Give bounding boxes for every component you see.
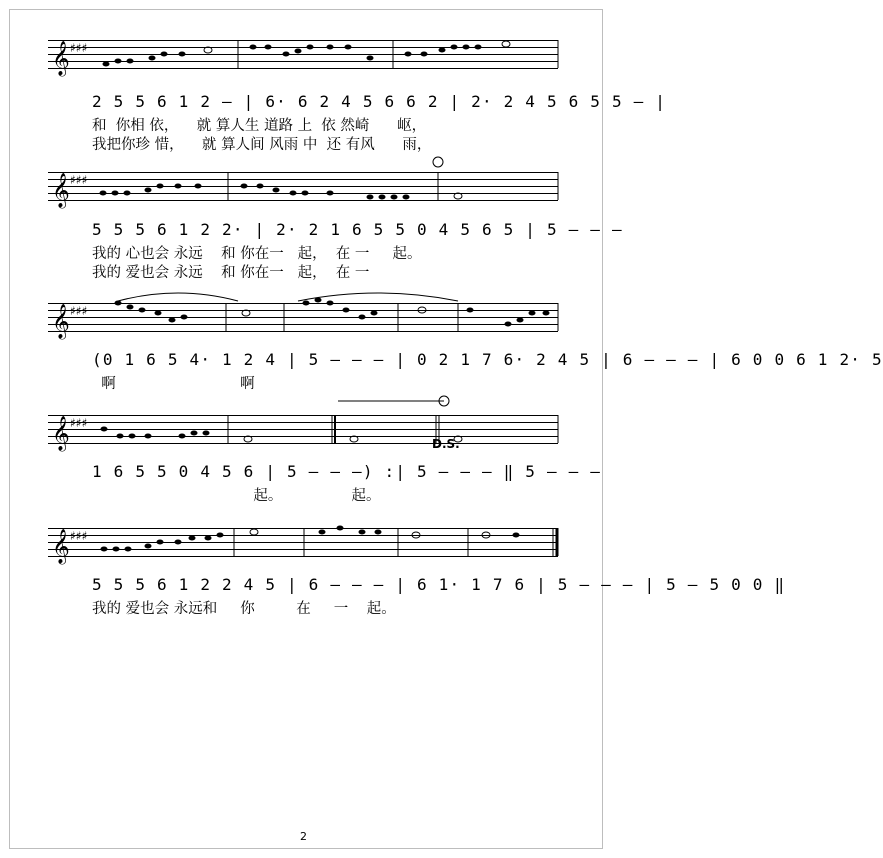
jianpu-line-1: 2 5 5 6 1 2 – | 6· 6 2 4 5 6 6 2 | 2· 2 4 5 6 5 5 – | [92,92,667,111]
svg-text:𝄞: 𝄞 [52,41,70,76]
lyric-1-verse-2: 我把你珍 惜， 就 算人间 风雨 中 还 有风 雨， [92,137,432,153]
svg-text:𝄞: 𝄞 [52,304,70,339]
svg-text:𝄞: 𝄞 [52,416,70,451]
staff-5 [48,528,558,564]
svg-text:𝄞: 𝄞 [52,173,70,208]
lyric-4: 起。 起。 [92,488,381,504]
svg-text:𝄞: 𝄞 [52,529,70,564]
svg-text:♯♯♯: ♯♯♯ [70,41,88,55]
staff-notation-1 [48,26,558,86]
jianpu-line-5: 5 5 5 6 1 2 2 4 5 | 6 – – – | 6 1· 1 7 6 | 5 – – – | 5 – 5 0 0 ‖ [92,575,786,594]
svg-text:♯♯♯: ♯♯♯ [70,416,88,430]
staff-1 [48,40,558,76]
staff-2 [48,172,558,208]
page-number: 2 [300,830,307,843]
jianpu-line-4: 1 6 5 5 0 4 5 6 | 5 – – –) :| 5 – – – ‖ 5 – – – [92,462,602,481]
lyric-2-verse-2: 我的 爱也会 永远 和 你在一 起， 在 一 [92,265,370,281]
staff-3 [48,303,558,339]
ds-marker: D.S. [432,437,460,451]
svg-text:♯♯♯: ♯♯♯ [70,529,88,543]
lyric-3: 啊 啊 [92,376,255,392]
staff-notation-5 [48,514,558,574]
staff-notation-4 [48,401,558,461]
jianpu-line-3: (0 1 6 5 4· 1 2 4 | 5 – – – | 0 2 1 7 6· 2 4 5 | 6 – – – | 6 0 0 6 1 2· 5 [92,350,883,369]
staff-notation-3 [48,289,558,349]
lyric-2-verse-1: 我的 心也会 永远 和 你在一 起， 在 一 起。 [92,246,422,262]
svg-text:♯♯♯: ♯♯♯ [70,173,88,187]
svg-text:♯♯♯: ♯♯♯ [70,304,88,318]
lyric-1-verse-1: 和 你相 依， 就 算人生 道路 上 依 然崎 岖， [92,118,427,134]
staff-notation-2 [48,158,558,218]
lyric-5: 我的 爱也会 永远和 你 在 一 起。 [92,601,396,617]
jianpu-line-2: 5 5 5 6 1 2 2· | 2· 2 1 6 5 5 0 4 5 6 5 | 5 – – – [92,220,623,239]
